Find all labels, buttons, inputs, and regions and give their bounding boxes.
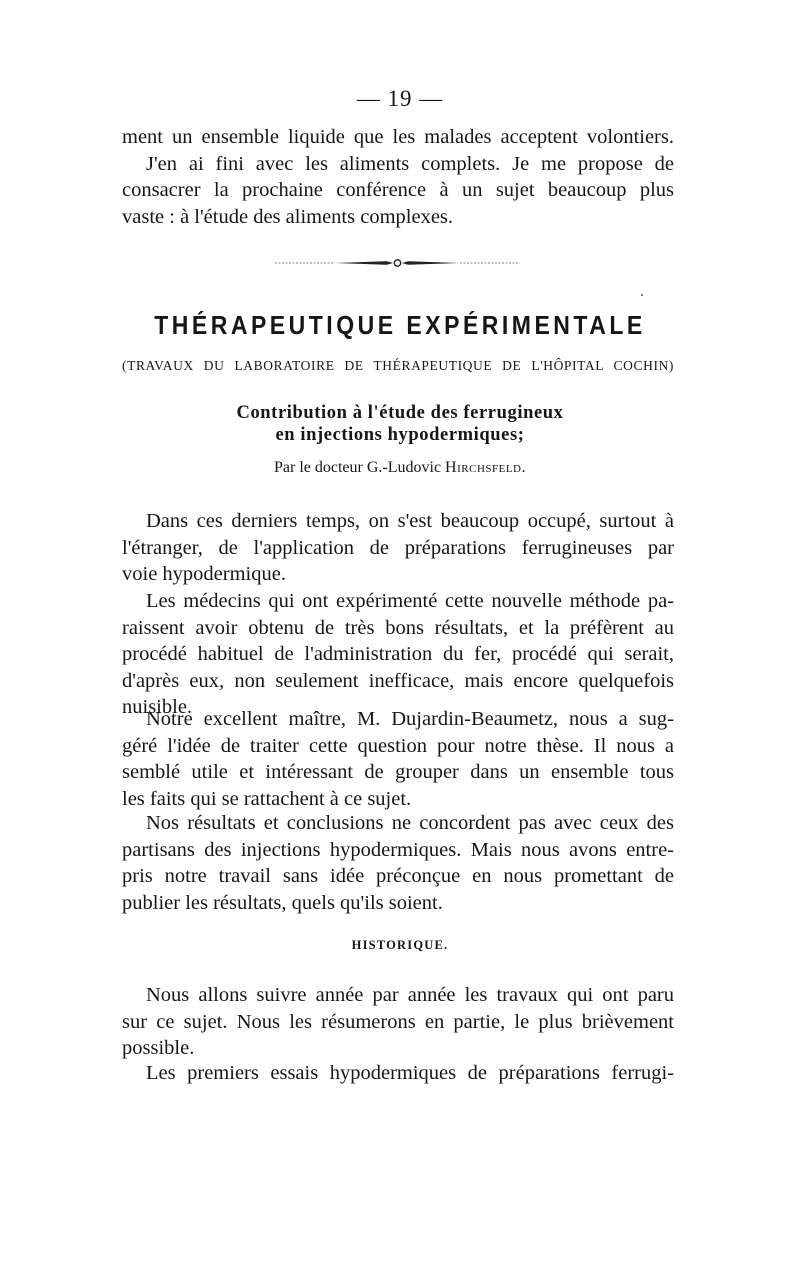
page-number: — 19 — [356,86,444,111]
body-line: possible. [122,1037,195,1059]
body-line: raissent avoir obtenu de très bons résultats, et la préfèrent au [122,616,674,639]
body-line: Dans ces derniers temps, on s'est beaucoup occupé, surtout à [146,510,674,532]
intro-line: ment un ensemble liquide que les malades acceptent volontiers. [122,126,674,148]
body-line: procédé habituel de l'administration du fer, procédé qui serait, [122,643,674,665]
body-paragraph-1 [122,508,674,588]
author-line [0,459,800,477]
body-line: géré l'idée de traiter cette question pour notre thèse. Il nous a [122,734,674,757]
laboratory-subtitle: (TRAVAUX DU LABORATOIRE DE THÉRAPEUTIQUE DE L'HÔPITAL COCHIN) [122,358,674,373]
body-line: voie hypodermique. [122,563,286,585]
intro-line: consacrer la prochaine conférence à un sujet beaucoup plus [122,179,674,201]
body-line: les faits qui se rattachent à ce sujet. [122,787,412,810]
contribution-title [0,402,800,446]
body-line: nuisible. [122,696,193,718]
body-line: sur ce sujet. Nous les résumerons en partie, le plus brièvement [122,1010,674,1033]
historique-heading: HISTORIQUE. [351,938,449,952]
intro-line: vaste : à l'étude des aliments complexes. [122,205,454,228]
body-line: pris notre travail sans idée préconçue en nous promettant de [122,865,674,887]
body-line: semblé utile et intéressant de grouper dans un ensemble tous [122,761,674,783]
section-title: THÉRAPEUTIQUE EXPÉRIMENTALE [154,310,646,340]
body-line: publier les résultats, quels qu'ils soient. [122,891,443,914]
historique-paragraph-2 [122,1060,674,1087]
body-line: partisans des injections hypodermiques. Mais nous avons entre- [122,838,674,861]
author-name: Hirchsfeld. [445,459,526,476]
contribution-title-line: en injections hypodermiques; [275,425,525,445]
contribution-title-line: Contribution à l'étude des ferrugineux [236,403,564,423]
body-line: Nous allons suivre année par année les travaux qui ont paru [146,984,674,1006]
body-line: d'après eux, non seulement inefficace, mais encore quelquefois [122,669,674,692]
body-line: Les médecins qui ont expérimenté cette nouvelle méthode pa- [146,590,674,612]
body-line: Les premiers essais hypodermiques de préparations ferrugi- [146,1062,674,1084]
body-line: l'étranger, de l'application de préparations ferrugineuses par [122,536,674,559]
ornament-divider-icon [275,256,520,270]
intro-line: J'en ai fini avec les aliments complets. Je me propose de [146,152,674,175]
body-paragraph-4 [122,810,674,916]
body-line: Notre excellent maître, M. Dujardin-Beaumetz, nous a sug- [146,708,674,730]
body-paragraph-2 [122,588,674,721]
author-prefix: Par le docteur G.-Ludovic [273,459,446,476]
body-line: Nos résultats et conclusions ne concordent pas avec ceux des [146,812,674,834]
historique-paragraph-1 [122,982,674,1062]
intro-paragraph [122,124,674,230]
body-paragraph-3 [122,706,674,812]
print-speck [641,294,643,296]
